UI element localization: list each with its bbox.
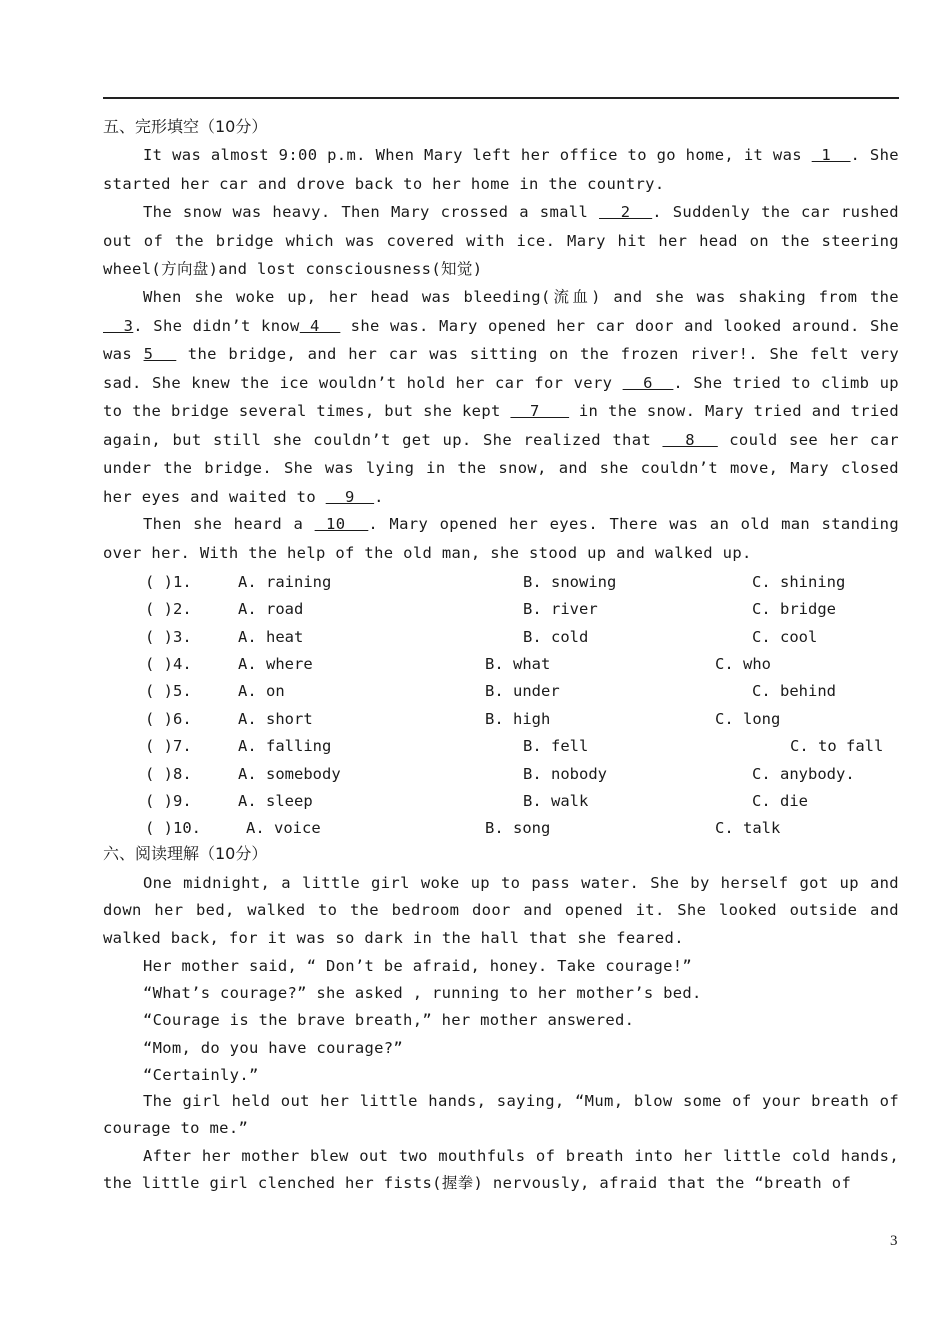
text: . She didn’t know (133, 316, 300, 335)
blank-10: 10 (314, 515, 369, 533)
blank-4: 4 (299, 316, 341, 335)
option-a: A. somebody (238, 765, 341, 783)
question-number: ( )9. (145, 792, 192, 810)
question-number: ( )5. (145, 682, 192, 700)
option-c: C. bridge (752, 600, 836, 618)
question-number: ( )4. (145, 655, 192, 673)
option-b: B. cold (523, 628, 589, 646)
section5-heading: 五、完形填空（10分） (103, 117, 268, 136)
page-number: 3 (890, 1233, 898, 1249)
text: It was almost 9:00 p.m. When Mary left her office to go home, it was (143, 146, 812, 164)
option-a: A. sleep (238, 792, 313, 810)
cloze-paragraph-2 (103, 198, 899, 284)
dialogue-line: “Mom, do you have courage?” (143, 1039, 404, 1057)
blank-3: 3 (103, 316, 134, 335)
text: The snow was heavy. Then Mary crossed a small (143, 203, 600, 221)
text: the bridge, and her car was sitting on the frozen river!. She felt very sad. She knew the ice wouldn’t hold her car for very (103, 345, 900, 392)
text: . She tried to climb up to the bridge several times, but she kept (103, 373, 899, 420)
option-a: A. on (238, 682, 285, 700)
question-row (145, 735, 905, 757)
option-c: C. shining (752, 573, 846, 591)
blank-9: 9 (325, 487, 375, 506)
question-row (145, 790, 905, 812)
question-row (145, 763, 905, 785)
option-b: B. river (523, 600, 598, 618)
text: in the snow. Mary tried and tried again, but still she couldn’t get up. She realized that (103, 402, 900, 449)
blank-8: 8 (662, 430, 718, 449)
question-number: ( )6. (145, 710, 192, 728)
option-b: B. walk (523, 792, 589, 810)
option-a: A. short (238, 710, 313, 728)
option-c: C. to fall (790, 737, 884, 755)
reading-paragraph-2: The girl held out her little hands, saying, “Mum, blow some of your breath of courage to me.” (103, 1092, 899, 1138)
text: . Suddenly the car rushed out of the bridge which was covered with ice. Mary hit her head on the steering wheel(方向盘)and lost consciousness(知觉) (103, 203, 899, 278)
option-a: A. where (238, 655, 313, 673)
question-number: ( )10. (145, 819, 201, 837)
reading-paragraph-3: After her mother blew out two mouthfuls of breath into her little cold hands, the little girl clenched her fists(握拳) nervously, afraid that the “breath of (103, 1147, 899, 1193)
dialogue-line: Her mother said, “ Don’t be afraid, honey. Take courage!” (143, 957, 693, 975)
blank-6: 6 (622, 373, 674, 392)
question-row (145, 708, 905, 730)
option-b: B. nobody (523, 765, 607, 783)
question-number: ( )1. (145, 573, 192, 591)
blank-5: 5 (143, 345, 177, 363)
option-a: A. raining (238, 573, 332, 591)
question-number: ( )7. (145, 737, 192, 755)
header-rule (103, 97, 899, 99)
cloze-paragraph-1 (103, 141, 899, 198)
option-b: B. high (485, 710, 551, 728)
dialogue-line: “Certainly.” (143, 1066, 259, 1084)
dialogue-line: “Courage is the brave breath,” her mother answered. (143, 1011, 635, 1029)
question-number: ( )3. (145, 628, 192, 646)
text: could see her car under the bridge. She was lying in the snow, and she couldn’t move, Mary closed her eyes and waited to (103, 430, 899, 506)
blank-1: 1 (811, 146, 851, 164)
text: she was. Mary opened her car door and looked around. She was (103, 316, 900, 363)
option-b: B. under (485, 682, 560, 700)
option-c: C. die (752, 792, 808, 810)
option-b: B. song (485, 819, 551, 837)
text: . Mary opened her eyes. There was an old man standing over her. With the help of the old man, she stood up and walked up. (103, 515, 900, 562)
option-c: C. talk (715, 819, 781, 837)
text: When she woke up, her head was bleeding(流血) and she was shaking from the (143, 288, 899, 306)
question-row (145, 598, 905, 620)
text: Then she heard a (143, 515, 315, 533)
question-row (145, 817, 905, 839)
option-c: C. who (715, 655, 771, 673)
option-c: C. cool (752, 628, 818, 646)
option-c: C. behind (752, 682, 836, 700)
option-c: C. long (715, 710, 781, 728)
option-c: C. anybody. (752, 765, 855, 783)
option-a: A. voice (246, 819, 321, 837)
option-a: A. road (238, 600, 304, 618)
option-a: A. falling (238, 737, 332, 755)
text: . (374, 487, 384, 506)
question-row (145, 680, 905, 702)
blank-2: 2 (599, 203, 653, 221)
question-row (145, 653, 905, 675)
question-row (145, 626, 905, 648)
question-number: ( )2. (145, 600, 192, 618)
section6-heading: 六、阅读理解（10分） (103, 844, 268, 863)
blank-7: 7 (510, 402, 570, 420)
question-number: ( )8. (145, 765, 192, 783)
option-b: B. snowing (523, 573, 617, 591)
option-b: B. fell (523, 737, 589, 755)
reading-paragraph-1: One midnight, a little girl woke up to pass water. She by herself got up and down her bed, walked to the bedroom door and opened it. She looked outside and walked back, for it was so dark in the hall that she feared. (103, 874, 899, 947)
cloze-paragraph-4 (103, 510, 899, 567)
option-a: A. heat (238, 628, 304, 646)
dialogue-line: “What’s courage?” she asked , running to her mother’s bed. (143, 984, 702, 1002)
cloze-paragraph-3 (103, 283, 899, 511)
text: . She started her car and drove back to her home in the country. (103, 146, 899, 193)
question-row (145, 571, 905, 593)
option-b: B. what (485, 655, 551, 673)
